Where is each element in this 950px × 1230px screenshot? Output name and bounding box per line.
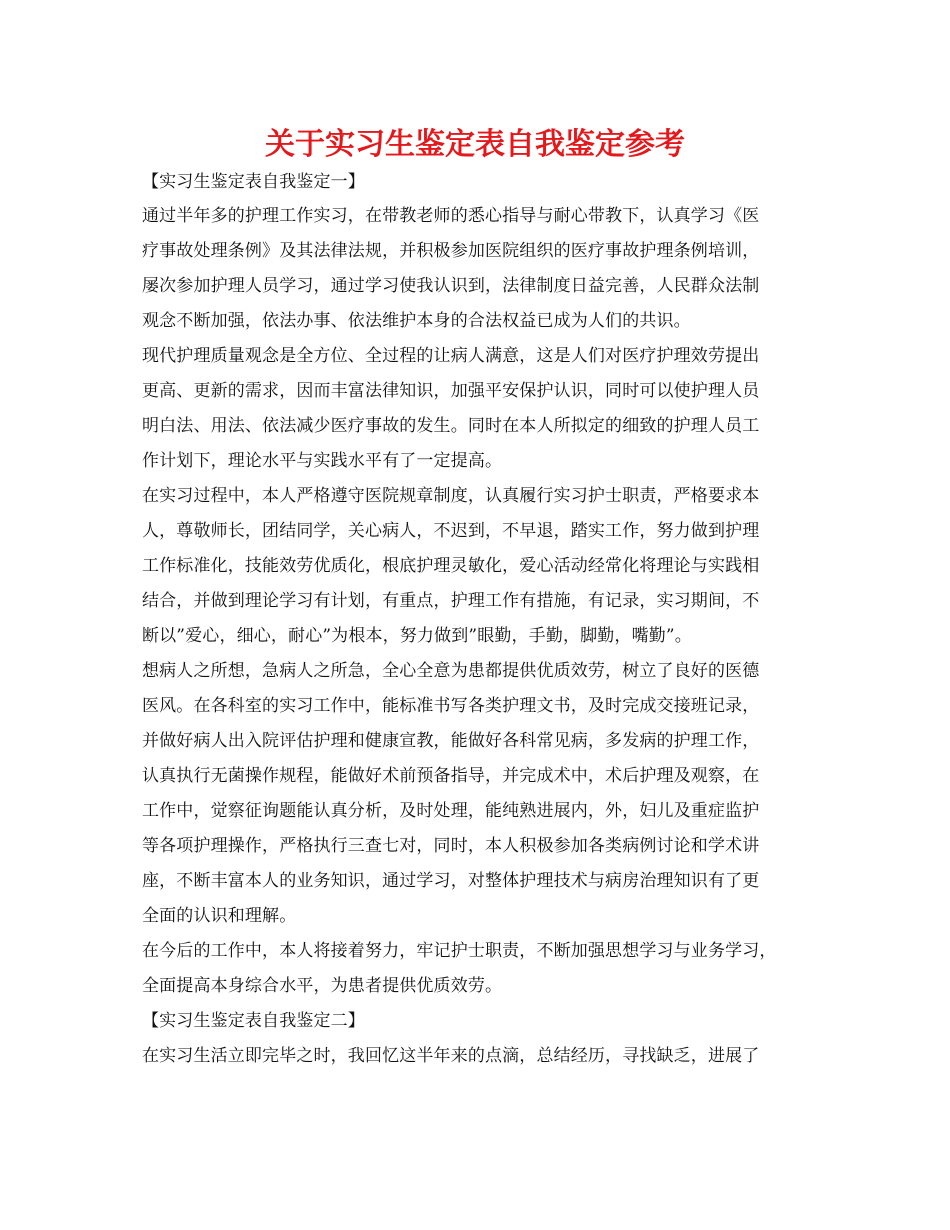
text-line: 更高、更新的需求，因而丰富法律知识，加强平安保护认识，同时可以使护理人员 bbox=[142, 381, 760, 401]
text-line: 全面提高本身综合水平，为患者提供优质效劳。 bbox=[142, 976, 503, 996]
document-title: 关于实习生鉴定表自我鉴定参考 bbox=[265, 127, 685, 162]
text-line: 工作中，觉察征询题能认真分析，及时处理，能纯熟进展内，外，妇儿及重症监护 bbox=[142, 801, 760, 821]
section-heading-2: 【实习生鉴定表自我鉴定二】 bbox=[142, 1011, 365, 1031]
text-line: 在今后的工作中，本人将接着努力，牢记护士职责，不断加强思想学习与业务学习， bbox=[142, 941, 777, 961]
text-line: 疗事故处理条例》及其法律法规，并积极参加医院组织的医疗事故护理条例培训， bbox=[142, 241, 760, 261]
text-line: 等各项护理操作，严格执行三查七对，同时，本人积极参加各类病例讨论和学术讲 bbox=[142, 836, 760, 856]
text-line: 并做好病人出入院评估护理和健康宣教，能做好各科常见病，多发病的护理工作， bbox=[142, 731, 760, 751]
text-line: 在实习生活立即完毕之时，我回忆这半年来的点滴，总结经历，寻找缺乏，进展了 bbox=[142, 1046, 760, 1066]
text-line: 座，不断丰富本人的业务知识，通过学习，对整体护理技术与病房治理知识有了更 bbox=[142, 871, 760, 891]
text-line: 工作标准化，技能效劳优质化，根底护理灵敏化，爱心活动经常化将理论与实践相 bbox=[142, 556, 760, 576]
text-line: 结合，并做到理论学习有计划，有重点，护理工作有措施，有记录，实习期间，不 bbox=[142, 591, 760, 611]
text-line: 作计划下，理论水平与实践水平有了一定提高。 bbox=[142, 451, 503, 471]
text-line: 通过半年多的护理工作实习，在带教老师的悉心指导与耐心带教下，认真学习《医 bbox=[142, 206, 760, 226]
text-line: 断以”爱心，细心，耐心”为根本，努力做到”眼勤，手勤，脚勤，嘴勤”。 bbox=[142, 626, 692, 646]
text-line: 屡次参加护理人员学习，通过学习使我认识到，法律制度日益完善，人民群众法制 bbox=[142, 276, 760, 296]
text-line: 全面的认识和理解。 bbox=[142, 906, 297, 926]
text-line: 想病人之所想，急病人之所急，全心全意为患都提供优质效劳，树立了良好的医德 bbox=[142, 661, 760, 681]
text-line: 在实习过程中，本人严格遵守医院规章制度，认真履行实习护士职责，严格要求本 bbox=[142, 486, 760, 506]
text-line: 观念不断加强，依法办事、依法维护本身的合法权益已成为人们的共识。 bbox=[142, 311, 691, 331]
text-line: 认真执行无菌操作规程，能做好术前预备指导，并完成术中，术后护理及观察，在 bbox=[142, 766, 760, 786]
text-line: 明白法、用法、依法减少医疗事故的发生。同时在本人所拟定的细致的护理人员工 bbox=[142, 416, 760, 436]
section-heading-1: 【实习生鉴定表自我鉴定一】 bbox=[142, 172, 365, 192]
text-line: 现代护理质量观念是全方位、全过程的让病人满意，这是人们对医疗护理效劳提出 bbox=[142, 346, 760, 366]
text-line: 人，尊敬师长，团结同学，关心病人，不迟到，不早退，踏实工作，努力做到护理 bbox=[142, 521, 760, 541]
text-line: 医风。在各科室的实习工作中，能标准书写各类护理文书，及时完成交接班记录， bbox=[142, 696, 760, 716]
